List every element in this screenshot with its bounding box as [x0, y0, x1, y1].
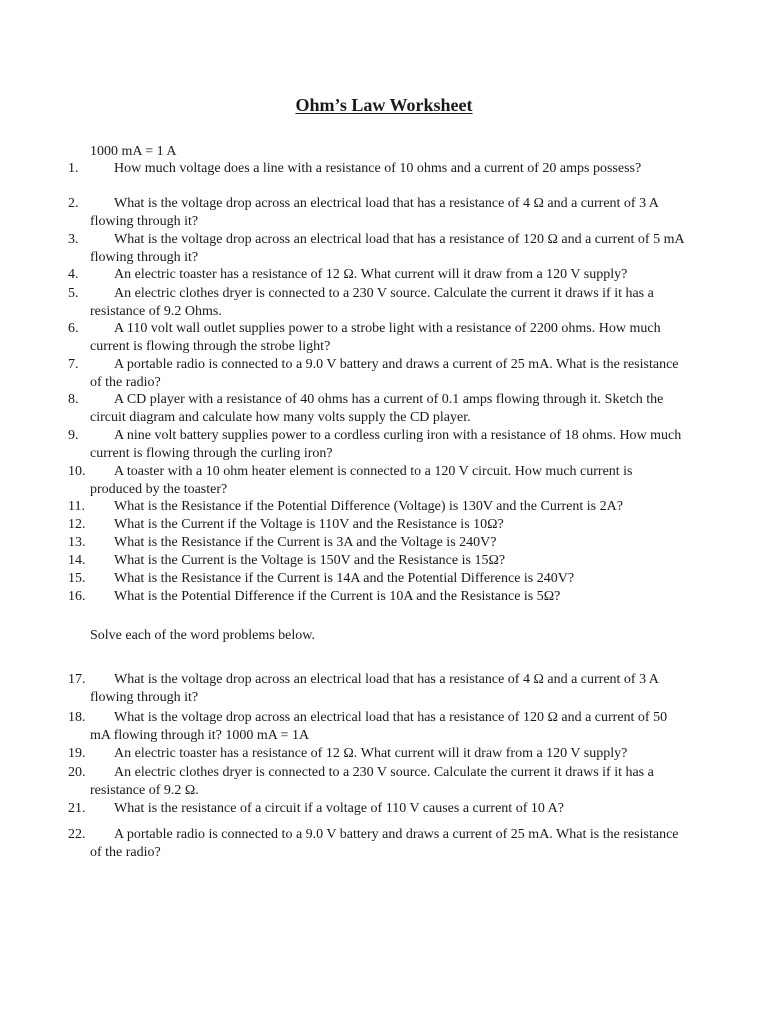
question-text: A CD player with a resistance of 40 ohms has a current of 0.1 amps flowing through it. Sketch the circuit diagram and calculate how many volts supply the CD player.	[90, 392, 664, 425]
question-text: How much voltage does a line with a resistance of 10 ohms and a current of 20 amps possess?	[114, 161, 642, 176]
question-number: 12.	[68, 517, 86, 532]
question-number: 5.	[68, 286, 79, 301]
question-number: 13.	[68, 535, 86, 550]
question-text: A portable radio is connected to a 9.0 V battery and draws a current of 25 mA. What is the resistance of the radio?	[90, 357, 679, 390]
question-19	[68, 745, 688, 763]
question-text: What is the Resistance if the Potential Difference (Voltage) is 130V and the Current is 2A?	[114, 499, 623, 514]
question-number: 1.	[68, 161, 79, 176]
question-number: 21.	[68, 801, 86, 816]
question-6	[68, 320, 688, 355]
question-number: 18.	[68, 710, 86, 725]
question-17	[68, 671, 688, 706]
question-13	[68, 534, 688, 552]
question-number: 15.	[68, 571, 86, 586]
question-text: An electric toaster has a resistance of 12 Ω. What current will it draw from a 120 V supply?	[114, 267, 628, 282]
question-9	[68, 427, 688, 462]
question-number: 3.	[68, 232, 79, 247]
question-text: A 110 volt wall outlet supplies power to a strobe light with a resistance of 2200 ohms. How much current is flowing through the strobe light?	[90, 321, 661, 354]
question-text: What is the Potential Difference if the Current is 10A and the Resistance is 5Ω?	[114, 589, 561, 604]
question-number: 11.	[68, 499, 85, 514]
question-3	[68, 231, 688, 266]
question-5	[68, 285, 688, 320]
worksheet-title: Ohm’s Law Worksheet	[295, 95, 473, 115]
question-7	[68, 356, 688, 391]
conversion-note: 1000 mA = 1 A	[90, 144, 177, 159]
question-number: 19.	[68, 746, 86, 761]
question-number: 2.	[68, 196, 79, 211]
question-number: 4.	[68, 267, 79, 282]
question-text: A nine volt battery supplies power to a cordless curling iron with a resistance of 18 ohms. How much current is flowing through the curling iron?	[90, 428, 682, 461]
question-text: An electric clothes dryer is connected to a 230 V source. Calculate the current it draws if it has a resistance of 9.2 Ω.	[90, 765, 654, 798]
question-number: 8.	[68, 392, 79, 407]
question-1	[68, 160, 688, 178]
question-18	[68, 709, 688, 744]
question-number: 22.	[68, 827, 86, 842]
question-text: What is the Current if the Voltage is 110V and the Resistance is 10Ω?	[114, 517, 504, 532]
question-number: 16.	[68, 589, 86, 604]
question-number: 10.	[68, 464, 86, 479]
question-21	[68, 800, 688, 818]
question-22	[68, 826, 688, 861]
question-8	[68, 391, 688, 426]
question-number: 6.	[68, 321, 79, 336]
question-text: What is the voltage drop across an electrical load that has a resistance of 120 Ω and a current of 5 mA flowing through it?	[90, 232, 684, 265]
question-10	[68, 463, 688, 498]
question-12	[68, 516, 688, 534]
question-number: 20.	[68, 765, 86, 780]
question-11	[68, 498, 688, 516]
question-number: 17.	[68, 672, 86, 687]
question-text: What is the Resistance if the Current is 14A and the Potential Difference is 240V?	[114, 571, 575, 586]
question-text: A portable radio is connected to a 9.0 V battery and draws a current of 25 mA. What is the resistance of the radio?	[90, 827, 679, 860]
question-text: What is the voltage drop across an electrical load that has a resistance of 4 Ω and a current of 3 A flowing through it?	[90, 672, 659, 705]
question-4	[68, 266, 688, 284]
question-text: An electric toaster has a resistance of 12 Ω. What current will it draw from a 120 V supply?	[114, 746, 628, 761]
question-2	[68, 195, 688, 230]
section-instruction: Solve each of the word problems below.	[90, 628, 315, 643]
question-15	[68, 570, 688, 588]
question-text: An electric clothes dryer is connected to a 230 V source. Calculate the current it draws if it has a resistance of 9.2 Ohms.	[90, 286, 654, 319]
question-text: What is the voltage drop across an electrical load that has a resistance of 120 Ω and a current of 50 mA flowing through it? 1000 mA = 1A	[90, 710, 668, 743]
question-20	[68, 764, 688, 799]
question-number: 7.	[68, 357, 79, 372]
question-text: What is the voltage drop across an electrical load that has a resistance of 4 Ω and a current of 3 A flowing through it?	[90, 196, 659, 229]
question-16	[68, 588, 688, 606]
question-text: A toaster with a 10 ohm heater element is connected to a 120 V circuit. How much current is produced by the toaster?	[90, 464, 633, 497]
question-number: 9.	[68, 428, 79, 443]
question-number: 14.	[68, 553, 86, 568]
question-14	[68, 552, 688, 570]
question-text: What is the Current is the Voltage is 150V and the Resistance is 15Ω?	[114, 553, 506, 568]
question-text: What is the resistance of a circuit if a voltage of 110 V causes a current of 10 A?	[114, 801, 564, 816]
question-text: What is the Resistance if the Current is 3A and the Voltage is 240V?	[114, 535, 497, 550]
